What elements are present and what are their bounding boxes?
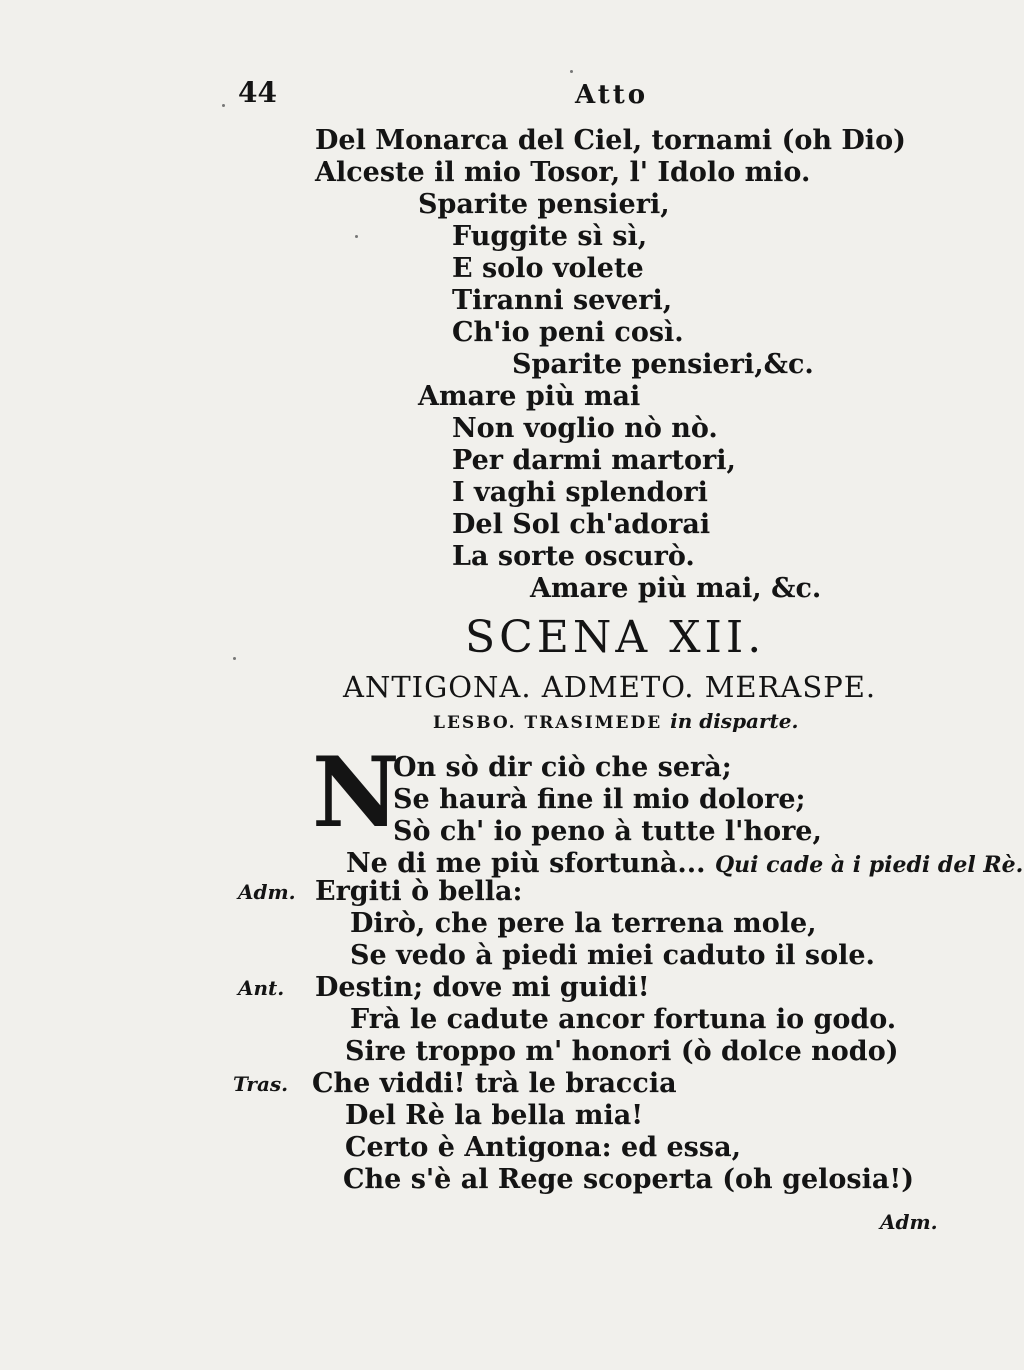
verse-line: Certo è Antigona: ed essa, [345,1132,741,1163]
verse-line: Sparite pensieri,&c. [512,349,814,380]
verse-line: Alceste il mio Tosor, l' Idolo mio. [315,157,811,188]
verse-line: Non voglio nò nò. [452,413,718,444]
verse-line: Amare più mai, &c. [530,573,822,604]
verse-line: Per darmi martori, [452,445,736,476]
verse-line: On sò dir ciò che serà; [393,752,732,783]
verse-line: Del Sol ch'adorai [452,509,711,540]
scene-title: SCENA XII. [465,612,766,663]
verse-line: Amare più mai [418,381,641,412]
verse-line: Frà le cadute ancor fortuna io godo. [350,1004,897,1035]
verse-line: I vaghi splendori [452,477,708,508]
page-number: 44 [238,76,277,109]
verse-line: Dirò, che pere la terrena mole, [350,908,817,939]
verse-line: Ergiti ò bella: [315,876,523,907]
verse-text: Ne di me più sfortunà... [346,848,706,879]
speaker-label: Tras. [233,1072,289,1096]
verse-line: E solo volete [452,253,644,284]
verse-line: Del Rè la bella mia! [345,1100,644,1131]
verse-line: Fuggite sì sì, [452,221,648,252]
scene-characters: ANTIGONA. ADMETO. MERASPE. [343,670,877,704]
drop-capital: N [312,736,400,849]
verse-line: Se haurà fine il mio dolore; [393,784,806,815]
verse-line: Sire troppo m' honori (ò dolce nodo) [345,1036,899,1067]
verse-line: La sorte oscurò. [452,541,695,572]
paper-speck [233,657,236,660]
speaker-label: Ant. [238,976,285,1000]
verse-line: Se vedo à piedi miei caduto il sole. [350,940,875,971]
stage-direction: Qui cade à i piedi del Rè. [715,852,1024,878]
verse-line: Del Monarca del Ciel, tornami (oh Dio) [315,125,906,156]
verse-line: Sò ch' io peno à tutte l'hore, [393,816,822,847]
verse-line: Sparite pensieri, [418,189,670,220]
paper-speck [222,104,225,107]
running-title: Atto [575,80,649,110]
verse-line: Che viddi! trà le braccia [312,1068,677,1099]
minor-characters-names: LESBO. TRASIMEDE [433,713,663,733]
stage-note: in disparte. [670,709,799,733]
speaker-label: Adm. [238,880,296,904]
verse-line: Che s'è al Rege scoperta (oh gelosia!) [343,1164,914,1195]
catchword: Adm. [880,1210,938,1234]
scene-characters-minor [433,709,798,733]
paper-speck [355,235,358,238]
paper-speck [570,70,573,73]
verse-line: Destin; dove mi guidi! [315,972,650,1003]
verse-line: Ch'io peni così. [452,317,684,348]
verse-line: Tiranni severi, [452,285,673,316]
